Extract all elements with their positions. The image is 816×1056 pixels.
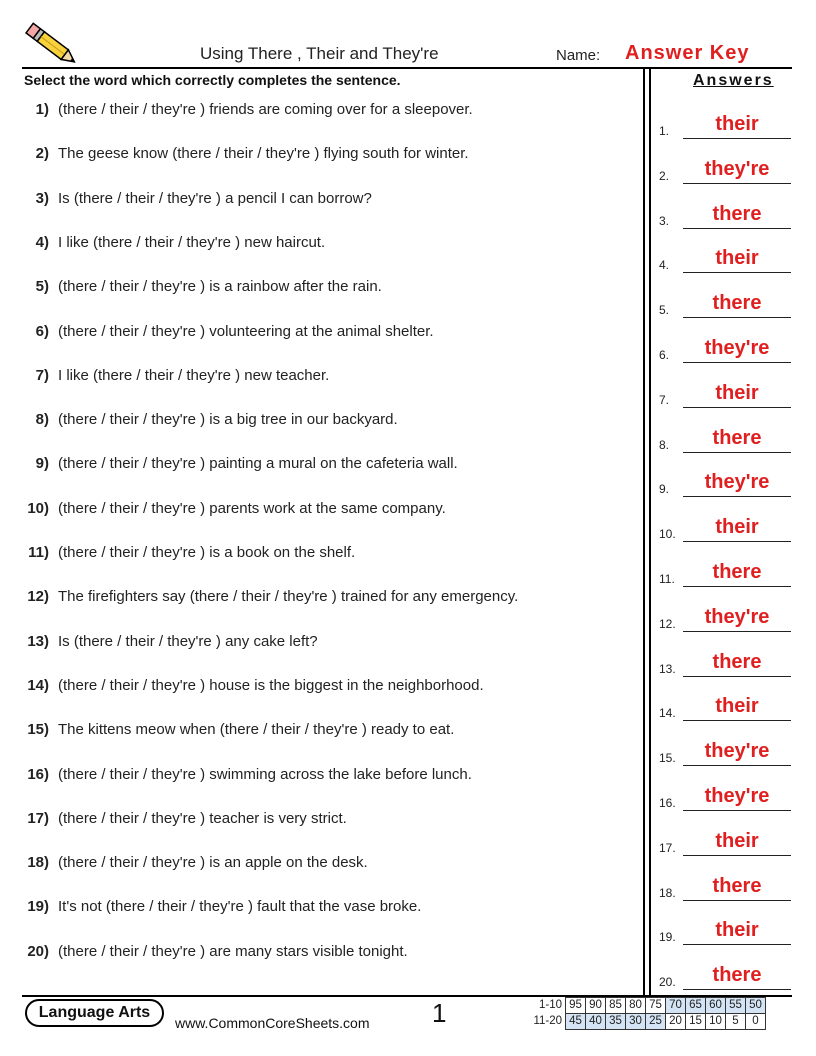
answer-row (659, 421, 791, 453)
question-row (24, 455, 458, 472)
answer-row (659, 645, 791, 677)
answer-row (659, 689, 791, 721)
answer-word: there (712, 964, 762, 987)
question-number: 14) (27, 676, 49, 694)
question-number: 4) (35, 233, 49, 251)
answer-row (659, 913, 791, 945)
question-text: The geese know (there / their / they're ) flying south for winter. (58, 145, 469, 163)
answer-number: 17. (659, 840, 676, 855)
question-number: 2) (35, 145, 49, 163)
answer-row (659, 600, 791, 632)
answers-heading: Answers (693, 72, 774, 89)
question-row (24, 588, 518, 605)
score-cell: 0 (746, 1014, 766, 1030)
answer-blank-line (683, 496, 791, 497)
question-row (24, 411, 398, 428)
column-divider (643, 68, 645, 995)
answer-row (659, 241, 791, 273)
answer-blank-line (683, 138, 791, 139)
answer-word: their (715, 919, 759, 942)
answer-key-label: Answer Key (625, 42, 750, 64)
question-text: (there / their / they're ) swimming across the lake before lunch. (58, 765, 472, 783)
question-text: (there / their / they're ) is a big tree in our backyard. (58, 411, 398, 429)
answer-word: there (712, 650, 762, 673)
question-number: 12) (27, 588, 49, 606)
answer-row (659, 779, 791, 811)
score-cell: 5 (726, 1014, 746, 1030)
answer-blank-line (683, 183, 791, 184)
answer-row (659, 376, 791, 408)
answer-word: they're (704, 157, 770, 180)
score-cell: 15 (686, 1014, 706, 1030)
question-number: 7) (35, 366, 49, 384)
answer-word: their (715, 247, 759, 270)
answer-word: there (712, 202, 762, 225)
header-divider (22, 67, 792, 69)
answer-number: 12. (659, 616, 676, 631)
question-number: 8) (35, 411, 49, 429)
question-text: I like (there / their / they're ) new teacher. (58, 366, 330, 384)
score-cell: 65 (686, 998, 706, 1014)
answer-number: 11. (659, 572, 675, 586)
score-cell: 20 (666, 1014, 686, 1030)
instructions: Select the word which correctly completes the sentence. (24, 72, 401, 88)
score-cell: 40 (586, 1014, 606, 1030)
score-range-label: 1-10 (538, 999, 562, 1011)
page-number: 1 (432, 998, 447, 1028)
answer-number: 2. (659, 168, 670, 183)
answer-blank-line (683, 541, 791, 542)
answer-blank-line (683, 631, 791, 632)
score-cell: 30 (626, 1014, 646, 1030)
question-row (24, 544, 355, 561)
question-text: (there / their / they're ) painting a mural on the cafeteria wall. (58, 455, 458, 473)
score-cell: 35 (606, 1014, 626, 1030)
answer-number: 5. (659, 303, 670, 318)
question-number: 16) (27, 765, 49, 783)
score-cell: 75 (646, 998, 666, 1014)
answer-word: they're (704, 785, 770, 807)
answer-row (659, 107, 791, 139)
answer-number: 13. (659, 661, 676, 676)
question-row (24, 190, 372, 207)
answer-blank-line (683, 586, 791, 587)
answer-number: 8. (659, 437, 670, 452)
question-text: (there / their / they're ) friends are coming over for a sleepover. (58, 101, 473, 118)
score-cell: 10 (706, 1014, 726, 1030)
score-cell: 60 (706, 998, 726, 1014)
answer-word: they're (704, 471, 770, 494)
question-number: 17) (27, 809, 49, 827)
question-row (24, 633, 318, 650)
question-number: 20) (27, 942, 49, 960)
question-text: The firefighters say (there / their / they're ) trained for any emergency. (58, 588, 519, 606)
question-text: (there / their / they're ) is a rainbow after the rain. (58, 278, 382, 296)
score-cell: 85 (606, 998, 626, 1014)
answer-number: 3. (659, 213, 670, 228)
answer-number: 10. (659, 527, 676, 542)
answer-row (659, 734, 791, 766)
score-range-label: 11-20 (533, 1015, 562, 1027)
website-link[interactable]: www.CommonCoreSheets.com (175, 1015, 370, 1031)
question-row (24, 766, 472, 783)
answer-row (659, 465, 791, 497)
question-row (24, 898, 421, 915)
score-cell: 55 (726, 998, 746, 1014)
question-text: (there / their / they're ) house is the biggest in the neighborhood. (58, 676, 484, 694)
answer-blank-line (683, 944, 791, 945)
pencil-icon (22, 20, 82, 70)
score-cell: 25 (646, 1014, 666, 1030)
question-number: 10) (27, 499, 49, 517)
question-number: 18) (27, 854, 49, 872)
answer-word: they're (704, 337, 770, 359)
question-row (24, 234, 325, 251)
answer-number: 18. (659, 885, 676, 900)
answer-row (659, 824, 791, 856)
score-cell: 70 (666, 998, 686, 1014)
answer-row (659, 555, 791, 587)
answer-blank-line (683, 720, 791, 721)
answer-word: their (715, 381, 759, 404)
question-row (24, 943, 408, 960)
subject-badge: Language Arts (25, 999, 164, 1027)
question-text: The kittens meow when (there / their / they're ) ready to eat. (58, 721, 455, 739)
answer-blank-line (683, 317, 791, 318)
score-cell: 50 (746, 998, 766, 1014)
answer-row (659, 152, 791, 184)
answer-word: there (712, 426, 762, 449)
answer-word: their (715, 113, 759, 135)
question-text: Is (there / their / they're ) a pencil I can borrow? (58, 189, 372, 207)
question-row (24, 721, 454, 738)
question-number: 6) (35, 322, 49, 340)
score-cell: 80 (626, 998, 646, 1014)
answer-number: 4. (659, 258, 670, 273)
question-row (24, 810, 347, 827)
answer-blank-line (683, 228, 791, 229)
question-row (24, 677, 484, 694)
answer-blank-line (683, 989, 791, 990)
score-table (528, 997, 766, 1030)
answer-number: 19. (659, 930, 676, 945)
answer-word: their (715, 516, 759, 539)
question-number: 9) (35, 455, 49, 473)
answer-blank-line (683, 272, 791, 273)
answer-word: their (715, 829, 759, 852)
question-number: 19) (27, 898, 49, 916)
question-row (24, 500, 446, 517)
score-row (528, 998, 766, 1014)
question-row (24, 101, 473, 118)
question-text: (there / their / they're ) are many stars visible tonight. (58, 942, 408, 960)
question-number: 13) (27, 632, 49, 650)
answer-word: there (712, 874, 762, 897)
answer-number: 7. (659, 392, 670, 407)
question-number: 5) (35, 278, 49, 296)
answer-row (659, 510, 791, 542)
question-number: 1) (35, 101, 49, 118)
answer-number: 1. (659, 124, 670, 138)
question-number: 11) (28, 544, 49, 561)
answer-number: 20. (659, 975, 676, 990)
answer-blank-line (683, 855, 791, 856)
score-cell: 95 (566, 998, 586, 1014)
answer-blank-line (683, 810, 791, 811)
answer-blank-line (683, 407, 791, 408)
question-text: (there / their / they're ) parents work at the same company. (58, 499, 446, 517)
answer-number: 15. (659, 751, 676, 766)
answer-word: they're (704, 740, 770, 763)
question-number: 15) (27, 721, 49, 739)
answer-number: 14. (659, 706, 676, 721)
answer-number: 16. (659, 796, 676, 810)
question-text: (there / their / they're ) teacher is very strict. (58, 809, 347, 827)
question-number: 3) (35, 189, 49, 207)
column-divider (649, 68, 651, 995)
answer-number: 9. (659, 482, 670, 497)
answer-word: there (712, 292, 762, 315)
answer-row (659, 286, 791, 318)
answer-row (659, 197, 791, 229)
question-text: (there / their / they're ) is a book on the shelf. (58, 544, 356, 561)
question-text: (there / their / they're ) is an apple on the desk. (58, 854, 368, 872)
question-text: (there / their / they're ) volunteering at the animal shelter. (58, 322, 434, 340)
answer-blank-line (683, 900, 791, 901)
answer-blank-line (683, 765, 791, 766)
answer-blank-line (683, 452, 791, 453)
answer-blank-line (683, 362, 791, 363)
question-row (24, 323, 434, 340)
answer-blank-line (683, 676, 791, 677)
question-text: I like (there / their / they're ) new haircut. (58, 233, 326, 251)
answer-row (659, 869, 791, 901)
score-cell: 45 (566, 1014, 586, 1030)
answer-row (659, 331, 791, 363)
question-row (24, 854, 368, 871)
answer-word: their (715, 695, 759, 718)
score-cell: 90 (586, 998, 606, 1014)
answer-word: there (712, 561, 762, 583)
name-label: Name: (556, 47, 601, 64)
question-text: It's not (there / their / they're ) fault that the vase broke. (58, 898, 422, 916)
answer-word: they're (704, 605, 770, 628)
answer-row (659, 958, 791, 990)
question-row (24, 367, 329, 384)
answer-number: 6. (659, 348, 670, 362)
question-row (24, 145, 469, 162)
score-row (528, 1014, 766, 1030)
worksheet-title: Using There , Their and They're (200, 44, 439, 63)
question-text: Is (there / their / they're ) any cake left? (58, 632, 318, 650)
question-row (24, 278, 382, 295)
